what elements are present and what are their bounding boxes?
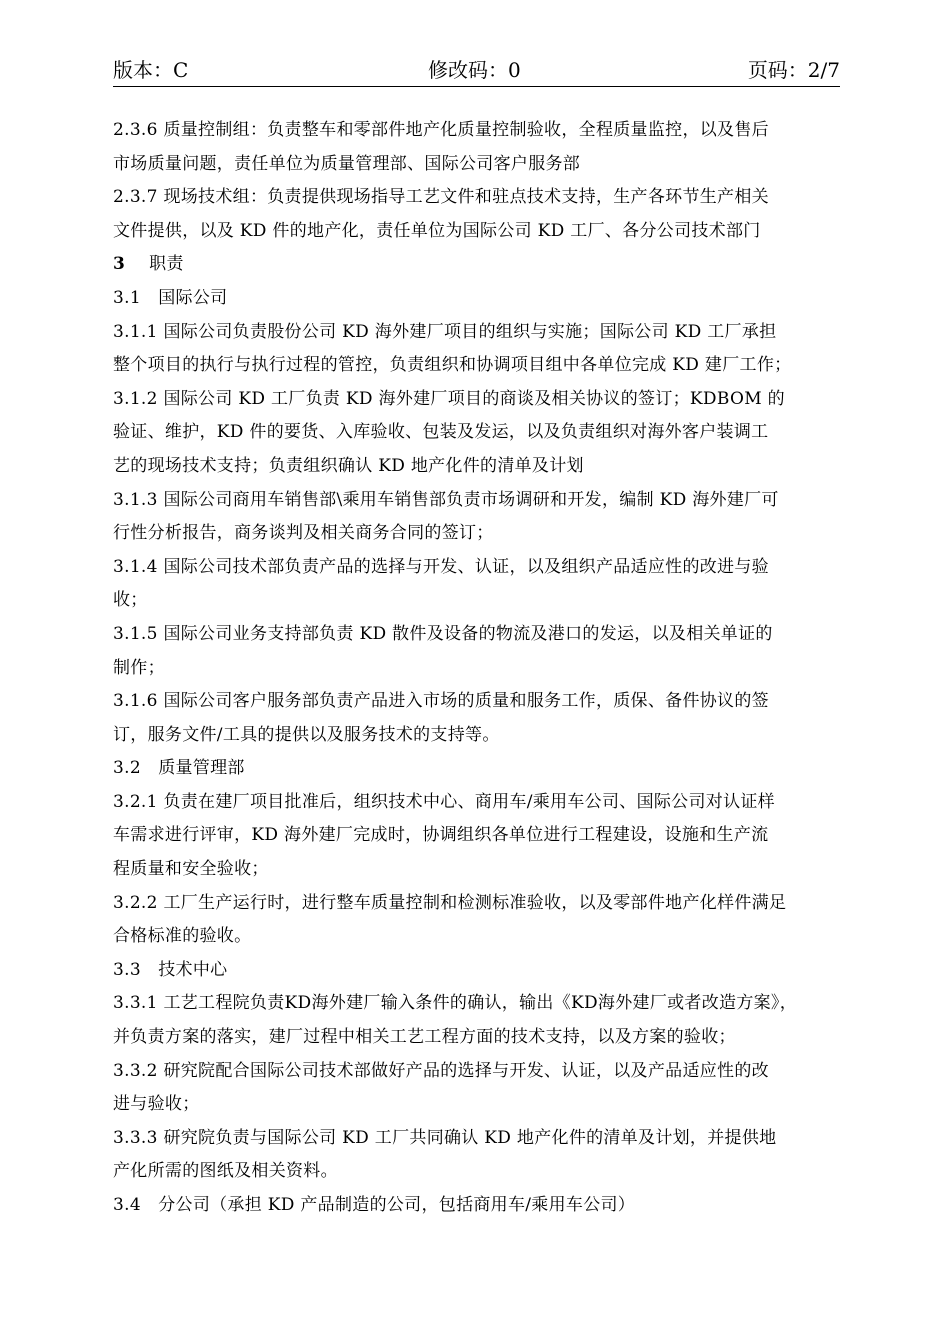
paragraph-line: 文件提供，以及 KD 件的地产化，责任单位为国际公司 KD 工厂、各分公司技术部门 [113, 220, 761, 241]
version-label: 版本：C [113, 58, 189, 82]
paragraph-line: 3.1.4 国际公司技术部负责产品的选择与开发、认证，以及组织产品适应性的改进与验 [113, 556, 769, 577]
paragraph-line: 3.1.2 国际公司 KD 工厂负责 KD 海外建厂项目的商谈及相关协议的签订；KDBOM 的 [113, 388, 785, 409]
revision-label: 修改码：0 [428, 58, 521, 82]
paragraph-line: 3.1.5 国际公司业务支持部负责 KD 散件及设备的物流及港口的发运，以及相关单证的 [113, 623, 773, 644]
paragraph-line: 3.3.1 工艺工程院负责KD海外建厂输入条件的确认，输出《KD海外建厂或者改造方案》， [113, 993, 798, 1014]
subsection-heading: 3.2 质量管理部 [113, 758, 245, 779]
header-divider [113, 86, 840, 87]
section-number: 3 [113, 254, 126, 275]
paragraph-line: 合格标准的验收。 [113, 926, 252, 947]
paragraph-line: 验证、维护，KD 件的要货、入库验收、包装及发运，以及负责组织对海外客户装调工 [113, 422, 769, 443]
paragraph-line: 3.3.2 研究院配合国际公司技术部做好产品的选择与开发、认证，以及产品适应性的改 [113, 1060, 769, 1081]
paragraph-line: 车需求进行评审，KD 海外建厂完成时，协调组织各单位进行工程建设，设施和生产流 [113, 825, 769, 846]
paragraph-line: 订，服务文件/工具的提供以及服务技术的支持等。 [113, 724, 500, 745]
paragraph-line: 制作； [113, 657, 165, 678]
paragraph-line: 3.3.3 研究院负责与国际公司 KD 工厂共同确认 KD 地产化件的清单及计划，并提供地 [113, 1127, 777, 1148]
paragraph-line: 市场质量问题，责任单位为质量管理部、国际公司客户服务部 [113, 153, 581, 174]
paragraph-line: 整个项目的执行与执行过程的管控，负责组织和协调项目组中各单位完成 KD 建厂工作； [113, 355, 792, 376]
section-heading [113, 248, 840, 282]
paragraph-line: 程质量和安全验收； [113, 859, 269, 880]
paragraph-line: 并负责方案的落实，建厂过程中相关工艺工程方面的技术支持，以及方案的验收； [113, 1027, 736, 1048]
subsection-heading: 3.4 分公司（承担 KD 产品制造的公司，包括商用车/乘用车公司） [113, 1195, 636, 1215]
paragraph-line: 3.2.1 负责在建厂项目批准后，组织技术中心、商用车/乘用车公司、国际公司对认证样 [113, 791, 775, 812]
paragraph-line: 2.3.7 现场技术组：负责提供现场指导工艺文件和驻点技术支持，生产各环节生产相关 [113, 187, 769, 208]
subsection-heading: 3.3 技术中心 [113, 959, 228, 980]
paragraph-line: 收； [113, 590, 148, 611]
paragraph-line: 3.2.2 工厂生产运行时，进行整车质量控制和检测标准验收，以及零部件地产化样件满足 [113, 892, 787, 913]
subsection-heading: 3.1 国际公司 [113, 287, 228, 308]
paragraph-line: 艺的现场技术支持；负责组织确认 KD 地产化件的清单及计划 [113, 455, 584, 476]
paragraph-line: 进与验收； [113, 1094, 200, 1115]
paragraph-line: 产化所需的图纸及相关资料。 [113, 1161, 338, 1182]
document-body [113, 114, 840, 1223]
page-number-label: 页码：2/7 [747, 58, 840, 82]
section-title: 职责 [149, 254, 184, 275]
paragraph-line: 3.1.6 国际公司客户服务部负责产品进入市场的质量和服务工作，质保、备件协议的签 [113, 691, 769, 712]
page-header [113, 55, 840, 85]
paragraph-line: 3.1.1 国际公司负责股份公司 KD 海外建厂项目的组织与实施；国际公司 KD 工厂承担 [113, 321, 777, 342]
paragraph-line: 行性分析报告，商务谈判及相关商务合同的签订； [113, 523, 494, 544]
paragraph-line: 2.3.6 质量控制组：负责整车和零部件地产化质量控制验收，全程质量监控，以及售后 [113, 120, 769, 140]
paragraph-line: 3.1.3 国际公司商用车销售部\乘用车销售部负责市场调研和开发，编制 KD 海外建厂可 [113, 489, 779, 510]
